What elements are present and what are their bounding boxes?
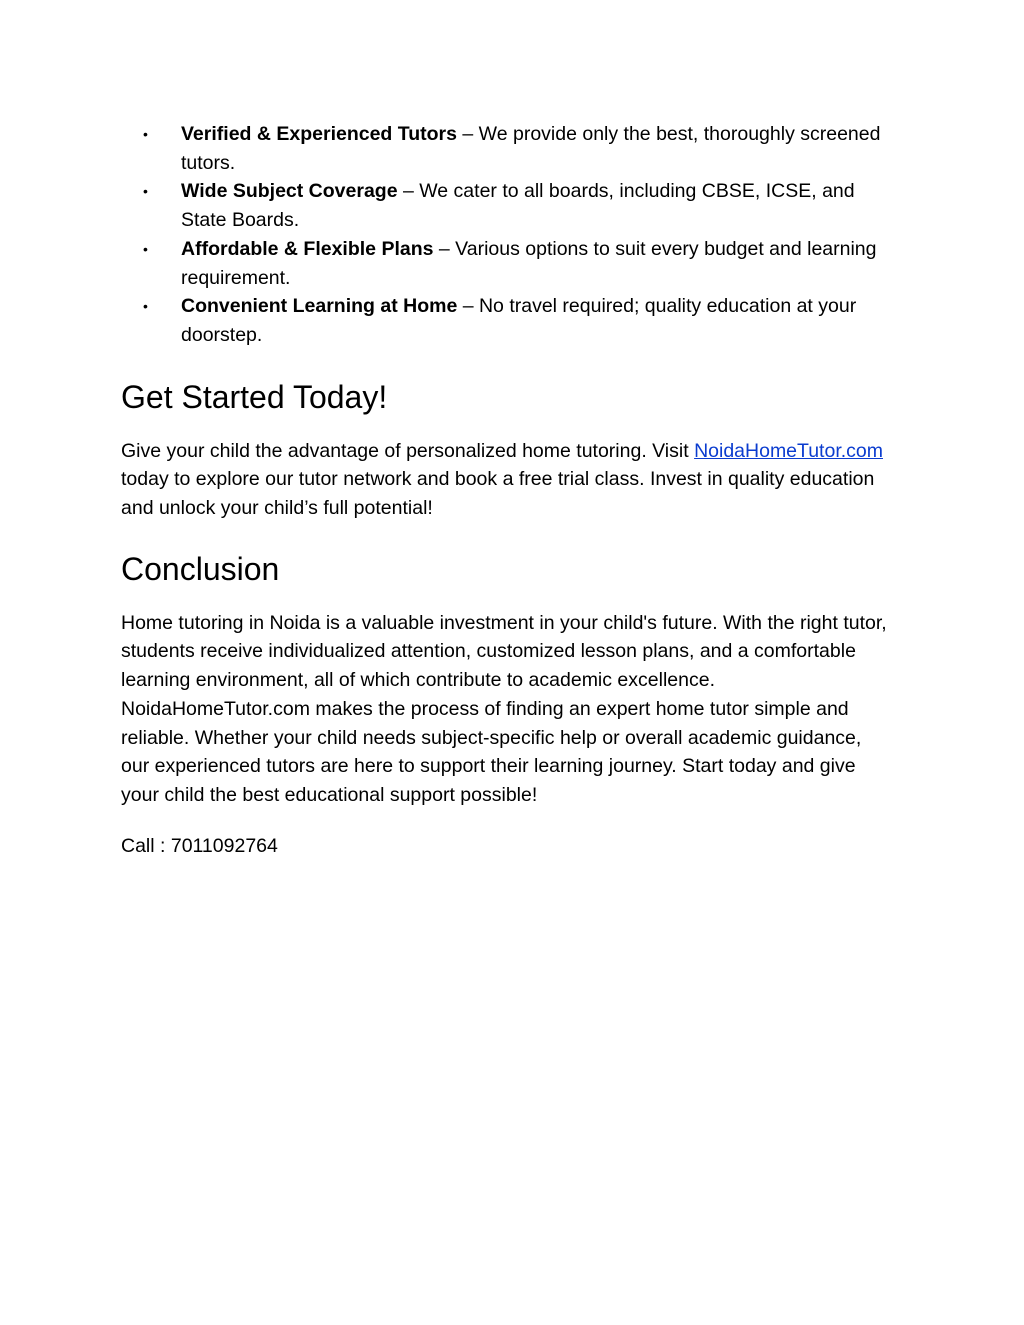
get-started-paragraph [121,437,891,523]
page-content [121,120,891,860]
bullet-icon: • [143,183,148,200]
benefits-list [121,120,891,350]
intro-text-before-link: Give your child the advantage of personalized home tutoring. Visit [121,439,695,462]
bullet-icon: • [143,298,148,315]
website-link[interactable]: NoidaHomeTutor.com [694,439,883,462]
conclusion-heading: Conclusion [121,550,280,587]
list-item [121,177,891,234]
conclusion-paragraph: Home tutoring in Noida is a valuable investment in your child's future. With the right tutor, students receive individualized attention, customized lesson plans, and a comfortable learning environment, all of which contribute to academic excellence. NoidaHomeTutor.com makes the process of finding an expert home tutor simple and reliable. Whether your child needs subject-specific help or overall academic guidance, our experienced tutors are here to support their learning journey. Start today and give your child the best educational support possible! [121,611,887,806]
benefit-title: Affordable & Flexible Plans [181,237,434,260]
benefit-text: – We cater to all boards, including CBSE, ICSE, and State Boards. [181,180,855,232]
benefit-text: – No travel required; quality education at your doorstep. [181,295,857,346]
benefit-title: Convenient Learning at Home [181,295,458,318]
bullet-icon: • [143,126,148,142]
list-item [121,292,891,349]
list-item [121,235,891,292]
benefit-title: Wide Subject Coverage [181,180,398,203]
bullet-icon: • [143,240,148,257]
benefit-text: – Various options to suit every budget and learning requirement. [181,237,877,289]
list-item [121,120,891,177]
benefit-title: Verified & Experienced Tutors [181,123,457,145]
call-phone-number: Call : 7011092764 [121,834,278,857]
benefit-text: – We provide only the best, thoroughly screened tutors. [181,123,881,174]
get-started-heading: Get Started Today! [121,378,388,415]
intro-text-after-link: today to explore our tutor network and book a free trial class. Invest in quality education and unlock your child’s full potential! [121,468,875,520]
